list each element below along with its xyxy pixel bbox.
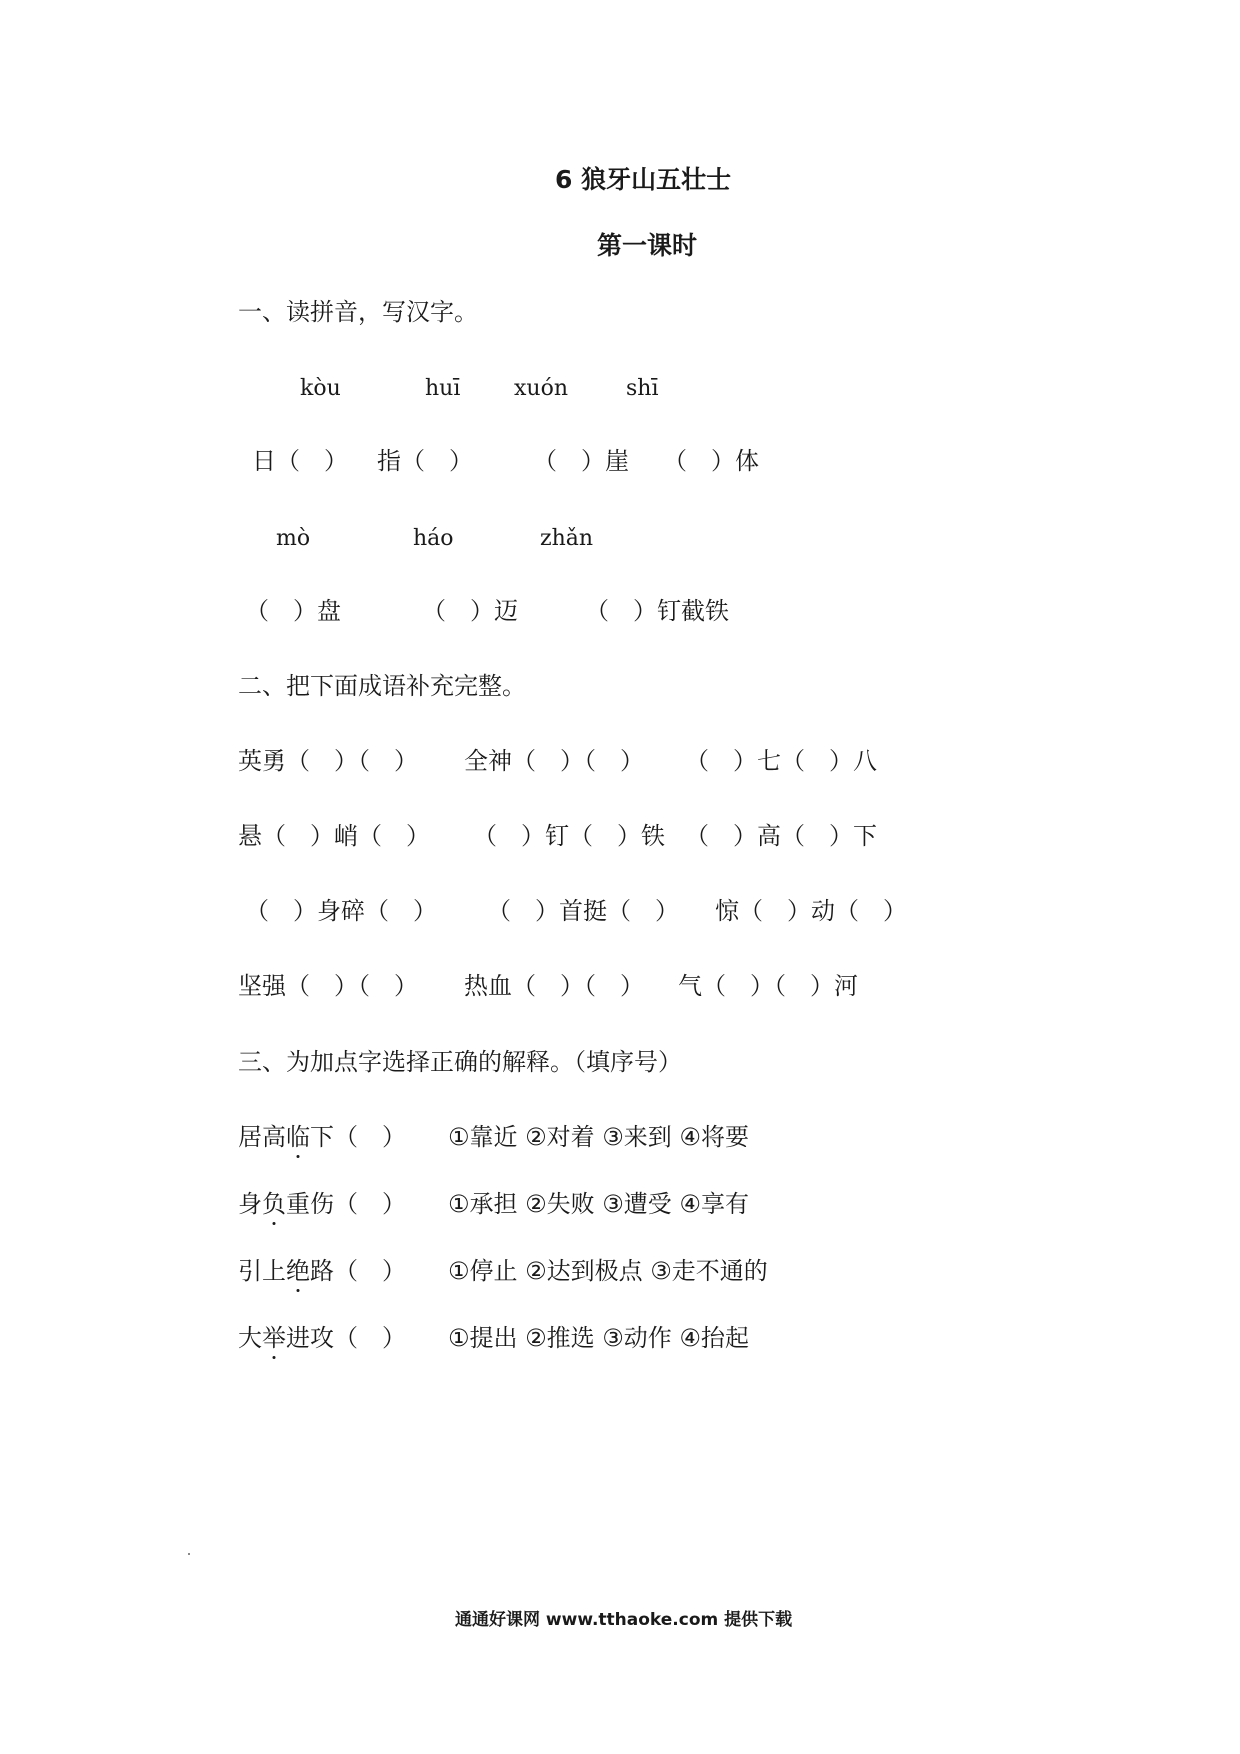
idiom-blank[interactable]: 坚强（ ）（ ） bbox=[238, 972, 418, 1000]
footer-credit: 通通好课网 www.tthaoke.com 提供下载 bbox=[455, 1610, 793, 1630]
idiom-blank[interactable]: （ ）钉（ ）铁 bbox=[473, 822, 665, 850]
idiom-blank[interactable]: （ ）七（ ）八 bbox=[685, 747, 877, 775]
word-blank[interactable]: （ ）崖 bbox=[533, 447, 629, 475]
dotted-char: 绝 bbox=[286, 1257, 310, 1285]
dotted-char: 临 bbox=[286, 1123, 310, 1151]
idiom-blank[interactable]: 惊（ ）动（ ） bbox=[715, 897, 907, 925]
explanation-options: ①停止 ②达到极点 ③走不通的 bbox=[448, 1257, 768, 1285]
word-blank[interactable]: （ ）盘 bbox=[245, 597, 341, 625]
word-part: 大 bbox=[238, 1324, 262, 1352]
pinyin-kou: kòu bbox=[300, 376, 341, 401]
word-part: 下（ ） bbox=[310, 1123, 406, 1151]
word-part: 路（ ） bbox=[310, 1257, 406, 1285]
pinyin-zhan: zhǎn bbox=[540, 526, 594, 551]
explanation-options: ①靠近 ②对着 ③来到 ④将要 bbox=[448, 1123, 749, 1151]
idiom-blank[interactable]: 全神（ ）（ ） bbox=[464, 747, 644, 775]
pinyin-hao: háo bbox=[413, 526, 454, 551]
dotted-char: 举 bbox=[262, 1324, 286, 1352]
dotted-char: 负 bbox=[262, 1190, 286, 1218]
dotted-word-item[interactable] bbox=[238, 1192, 406, 1216]
dotted-word-item[interactable] bbox=[238, 1259, 406, 1283]
pinyin-hui: huī bbox=[425, 376, 461, 401]
word-blank[interactable]: 指（ ） bbox=[377, 447, 473, 475]
word-part: 身 bbox=[238, 1190, 262, 1218]
idiom-blank[interactable]: （ ）高（ ）下 bbox=[685, 822, 877, 850]
scan-speck bbox=[188, 1553, 190, 1555]
word-blank[interactable]: （ ）体 bbox=[663, 447, 759, 475]
page-subtitle: 第一课时 bbox=[597, 231, 698, 260]
pinyin-shi: shī bbox=[626, 376, 659, 401]
section1-heading: 一、读拼音，写汉字。 bbox=[238, 298, 478, 326]
idiom-blank[interactable]: 气（ ）（ ）河 bbox=[678, 972, 858, 1000]
dotted-word-item[interactable] bbox=[238, 1326, 406, 1350]
pinyin-mo: mò bbox=[276, 526, 311, 551]
explanation-options: ①承担 ②失败 ③遭受 ④享有 bbox=[448, 1190, 749, 1218]
pinyin-xuan: xuón bbox=[514, 376, 568, 401]
word-part: 重伤（ ） bbox=[286, 1190, 406, 1218]
page-title: 6 狼牙山五壮士 bbox=[555, 165, 732, 194]
dotted-word-item[interactable] bbox=[238, 1125, 406, 1149]
word-part: 引上 bbox=[238, 1257, 286, 1285]
explanation-options: ①提出 ②推选 ③动作 ④抬起 bbox=[448, 1324, 749, 1352]
idiom-blank[interactable]: 悬（ ）峭（ ） bbox=[238, 822, 430, 850]
idiom-blank[interactable]: （ ）首挺（ ） bbox=[487, 897, 679, 925]
word-part: 进攻（ ） bbox=[286, 1324, 406, 1352]
word-blank[interactable]: （ ）迈 bbox=[422, 597, 518, 625]
idiom-blank[interactable]: 热血（ ）（ ） bbox=[464, 972, 644, 1000]
word-blank[interactable]: 日（ ） bbox=[252, 447, 348, 475]
idiom-blank[interactable]: （ ）身碎（ ） bbox=[245, 897, 437, 925]
section3-heading: 三、为加点字选择正确的解释。（填序号） bbox=[238, 1048, 682, 1076]
idiom-blank[interactable]: 英勇（ ）（ ） bbox=[238, 747, 418, 775]
section2-heading: 二、把下面成语补充完整。 bbox=[238, 672, 526, 700]
word-blank[interactable]: （ ）钉截铁 bbox=[585, 597, 729, 625]
word-part: 居高 bbox=[238, 1123, 286, 1151]
